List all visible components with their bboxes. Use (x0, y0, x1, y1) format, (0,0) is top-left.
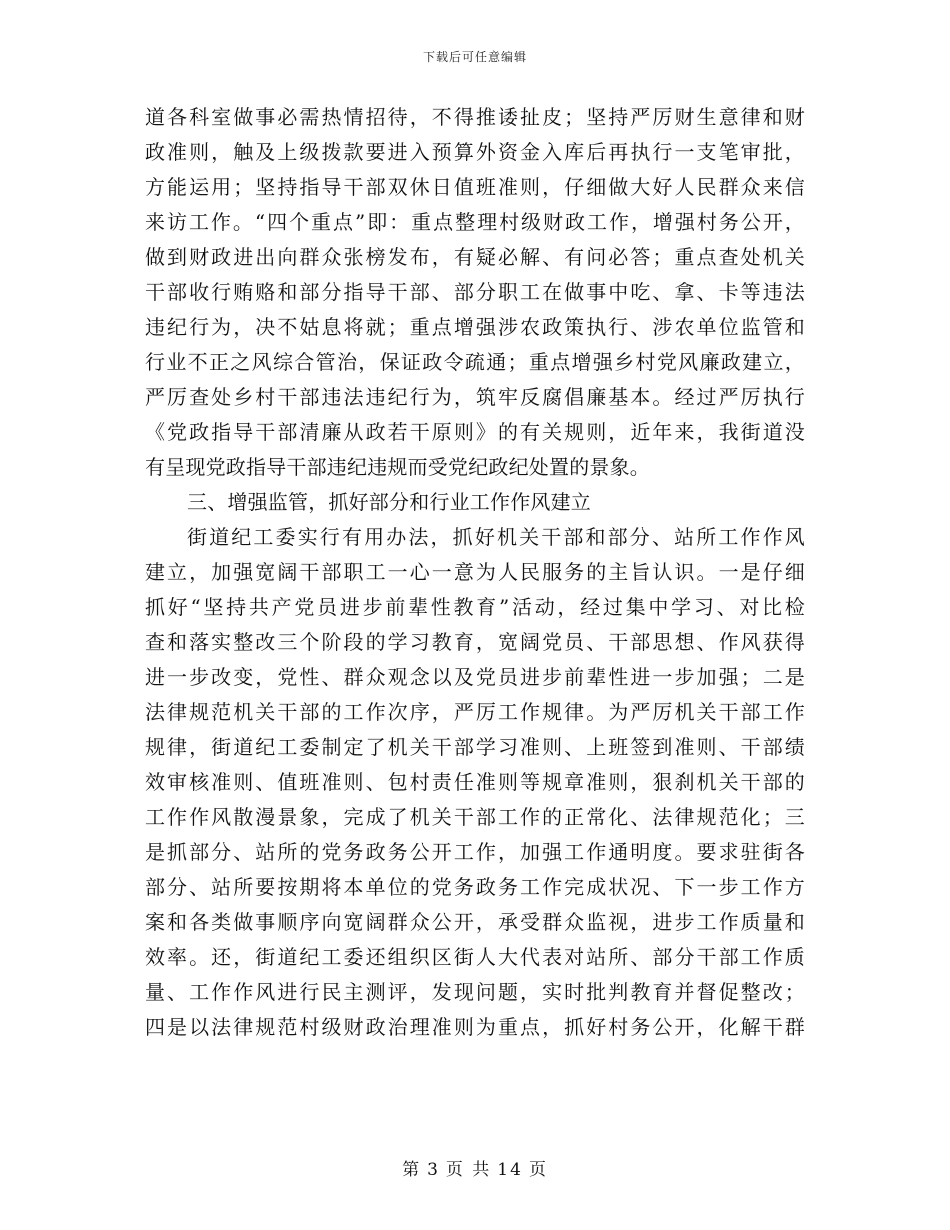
text-line: 部分、站所要按期将本单位的党务政务工作完成状况、下一步工作方 (145, 875, 805, 899)
text-line: 严厉查处乡村干部违法违纪行为，筑牢反腐倡廉基本。经过严厉执行 (145, 385, 805, 409)
footer-prefix: 第 (402, 1160, 422, 1180)
text-line: 做到财政进出向群众张榜发布，有疑必解、有问必答；重点查处机关 (145, 245, 805, 269)
text-line: 《党政指导干部清廉从政若干原则》的有关规则，近年来，我街道没 (145, 420, 805, 444)
text-line: 法律规范机关干部的工作次序，严厉工作规律。为严厉机关干部工作 (145, 700, 805, 724)
text-line: 违纪行为，决不姑息将就；重点增强涉农政策执行、涉农单位监管和 (145, 315, 805, 339)
page-footer (0, 1155, 950, 1180)
text-line: 查和落实整改三个阶段的学习教育，宽阔党员、干部思想、作风获得 (145, 630, 805, 654)
text-line: 道各科室做事必需热情招待，不得推诿扯皮；坚持严厉财生意律和财 (145, 105, 805, 129)
text-line: 工作作风散漫景象，完成了机关干部工作的正常化、法律规范化；三 (145, 805, 805, 829)
text-line: 政准则，触及上级拨款要进入预算外资金入库后再执行一支笔审批， (145, 140, 805, 164)
text-line: 量、工作作风进行民主测评，发现问题，实时批判教育并督促整改； (145, 980, 805, 1004)
text-line: 案和各类做事顺序向宽阔群众公开，承受群众监视，进步工作质量和 (145, 910, 805, 934)
footer-suffix: 页 (528, 1160, 548, 1180)
text-line: 是抓部分、站所的党务政务公开工作，加强工作通明度。要求驻街各 (145, 840, 805, 864)
text-line: 规律，街道纪工委制定了机关干部学习准则、上班签到准则、干部绩 (145, 735, 805, 759)
text-line: 抓好“坚持共产党员进步前辈性教育”活动，经过集中学习、对比检 (145, 595, 805, 619)
section-heading: 三、增强监管，抓好部分和行业工作作风建立 (187, 490, 591, 514)
footer-middle: 页 共 (445, 1160, 492, 1180)
text-line: 四是以法律规范村级财政治理准则为重点，抓好村务公开，化解干群 (145, 1015, 805, 1039)
text-line: 街道纪工委实行有用办法，抓好机关干部和部分、站所工作作风 (187, 525, 805, 549)
text-line: 来访工作。“四个重点”即：重点整理村级财政工作，增强村务公开， (145, 210, 805, 234)
page-header-note: 下载后可任意编辑 (422, 50, 527, 64)
text-line: 干部收行贿赂和部分指导干部、部分职工在做事中吃、拿、卡等违法 (145, 280, 805, 304)
text-line: 效审核准则、值班准则、包村责任准则等规章准则，狠刹机关干部的 (145, 770, 805, 794)
text-line: 行业不正之风综合管治，保证政令疏通；重点增强乡村党风廉政建立， (145, 350, 805, 374)
text-line: 方能运用；坚持指导干部双休日值班准则，仔细做大好人民群众来信 (145, 175, 805, 199)
text-line: 有呈现党政指导干部违纪违规而受党纪政纪处置的景象。 (145, 455, 650, 479)
current-page-number: 3 (427, 1160, 440, 1180)
document-body (145, 100, 805, 1045)
text-line: 进一步改变，党性、群众观念以及党员进步前辈性进一步加强；二是 (145, 665, 805, 689)
text-line: 效率。还，街道纪工委还组织区街人大代表对站所、部分干部工作质 (145, 945, 805, 969)
total-page-count: 14 (497, 1160, 523, 1180)
text-line: 建立，加强宽阔干部职工一心一意为人民服务的主旨认识。一是仔细 (145, 560, 805, 584)
